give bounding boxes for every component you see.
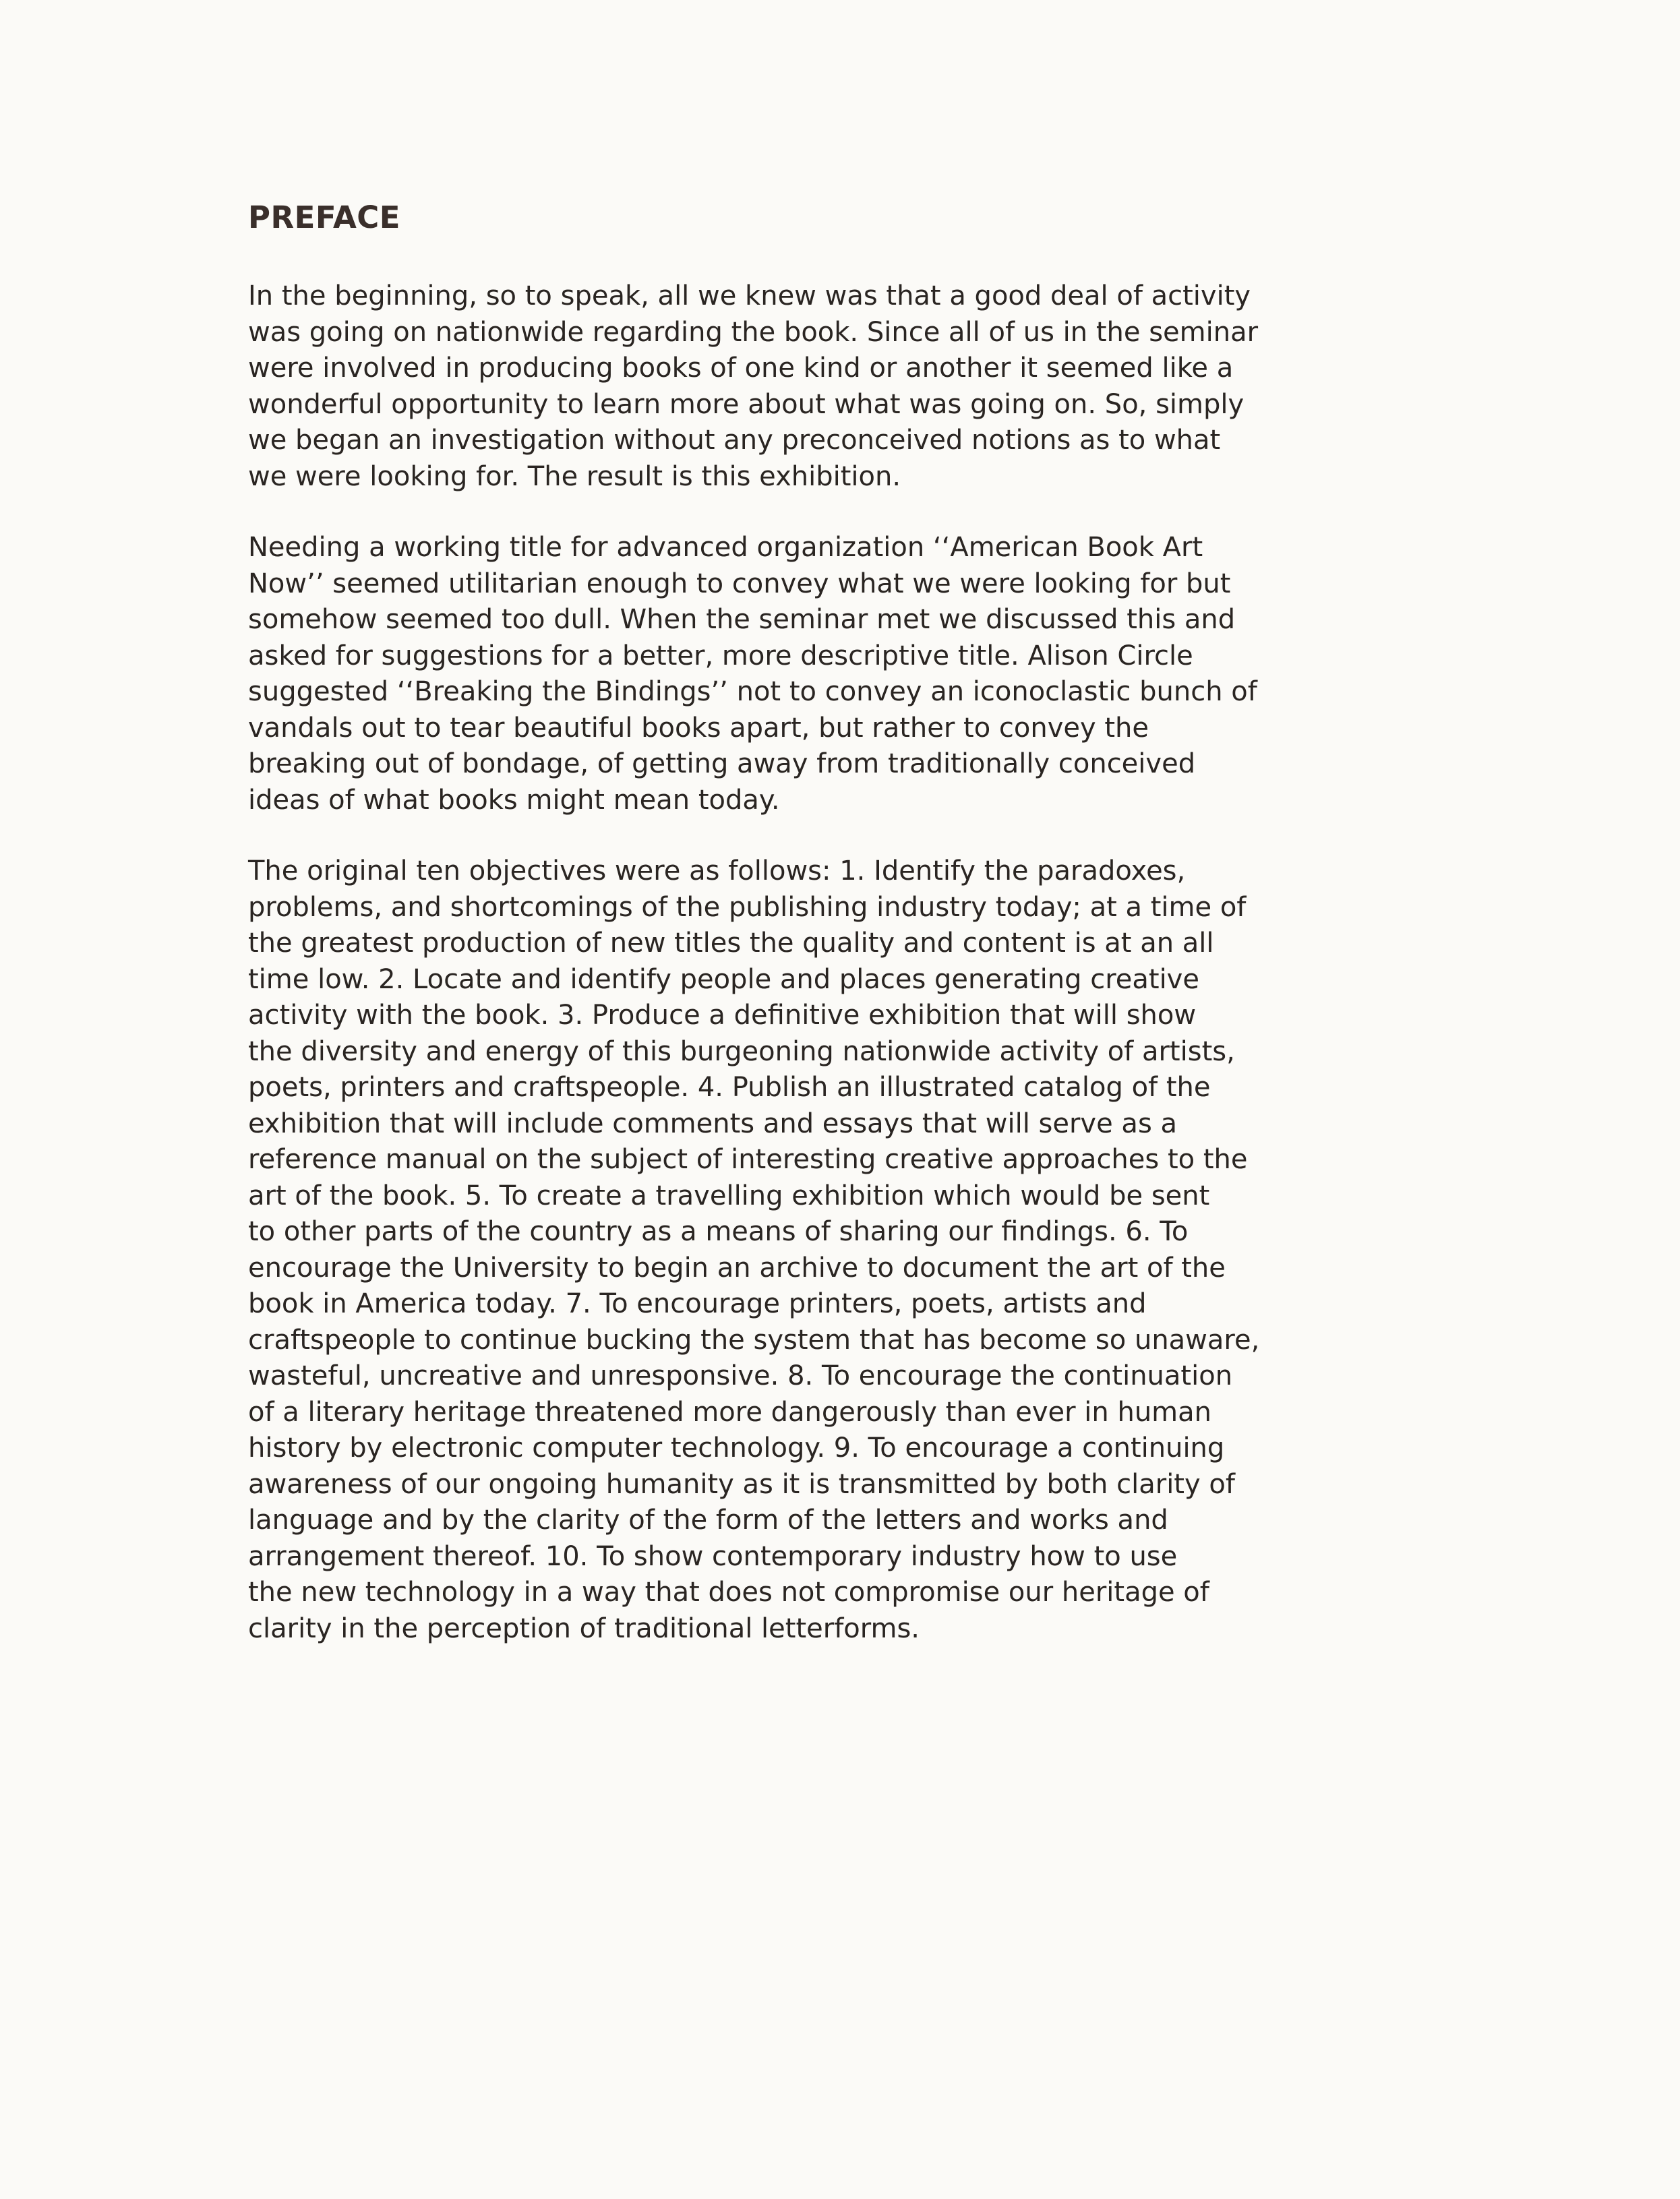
text-line: the diversity and energy of this burgeoning nationwide activity of artists, <box>248 1035 1235 1067</box>
paragraph <box>248 530 1273 818</box>
document-page <box>248 202 1273 1682</box>
text-line: craftspeople to continue bucking the system that has become so unaware, <box>248 1324 1260 1356</box>
text-line: clarity in the perception of traditional letterforms. <box>248 1613 920 1644</box>
text-line: reference manual on the subject of interesting creative approaches to the <box>248 1144 1248 1175</box>
text-line: somehow seemed too dull. When the seminar met we discussed this and <box>248 604 1236 635</box>
text-line: Needing a working title for advanced organization ‘‘American Book Art <box>248 532 1203 563</box>
text-line: art of the book. 5. To create a travelling exhibition which would be sent <box>248 1180 1210 1211</box>
paragraph <box>248 853 1273 1647</box>
text-line: of a literary heritage threatened more dangerously than ever in human <box>248 1396 1212 1428</box>
text-line: problems, and shortcomings of the publishing industry today; at a time of <box>248 891 1247 923</box>
text-line: time low. 2. Locate and identify people and places generating creative <box>248 963 1199 995</box>
text-line: language and by the clarity of the form of the letters and works and <box>248 1505 1168 1536</box>
text-line: wonderful opportunity to learn more about what was going on. So, simply <box>248 388 1244 420</box>
body-text <box>248 278 1273 1647</box>
text-line: The original ten objectives were as follows: 1. Identify the paradoxes, <box>248 855 1186 886</box>
text-line: In the beginning, so to speak, all we knew was that a good deal of activity <box>248 280 1251 311</box>
text-line: asked for suggestions for a better, more descriptive title. Alison Circle <box>248 640 1193 671</box>
text-line: vandals out to tear beautiful books apart, but rather to convey the <box>248 712 1149 744</box>
text-line: ideas of what books might mean today. <box>248 784 780 816</box>
text-line: the greatest production of new titles the quality and content is at an all <box>248 928 1214 959</box>
text-line: breaking out of bondage, of getting away from traditionally conceived <box>248 748 1196 779</box>
paragraph <box>248 278 1273 495</box>
text-line: to other parts of the country as a means of sharing our findings. 6. To <box>248 1216 1189 1247</box>
text-line: encourage the University to begin an archive to document the art of the <box>248 1252 1226 1284</box>
text-line: we were looking for. The result is this exhibition. <box>248 460 901 492</box>
text-line: the new technology in a way that does not compromise our heritage of <box>248 1577 1209 1608</box>
text-line: history by electronic computer technology. 9. To encourage a continuing <box>248 1433 1225 1464</box>
text-line: activity with the book. 3. Produce a definitive exhibition that will show <box>248 1000 1197 1031</box>
text-line: arrangement thereof. 10. To show contemporary industry how to use <box>248 1540 1178 1572</box>
text-line: we began an investigation without any preconceived notions as to what <box>248 425 1221 456</box>
text-line: poets, printers and craftspeople. 4. Publish an illustrated catalog of the <box>248 1072 1211 1103</box>
text-line: Now’’ seemed utilitarian enough to convey what we were looking for but <box>248 568 1231 599</box>
text-line: exhibition that will include comments and essays that will serve as a <box>248 1108 1178 1139</box>
text-line: were involved in producing books of one kind or another it seemed like a <box>248 353 1234 384</box>
text-line: awareness of our ongoing humanity as it is transmitted by both clarity of <box>248 1468 1235 1500</box>
text-line: suggested ‘‘Breaking the Bindings’’ not to convey an iconoclastic bunch of <box>248 676 1257 707</box>
text-line: was going on nationwide regarding the book. Since all of us in the seminar <box>248 316 1259 348</box>
text-line: wasteful, uncreative and unresponsive. 8. To encourage the continuation <box>248 1360 1233 1391</box>
page-title: PREFACE <box>248 200 401 235</box>
text-line: book in America today. 7. To encourage printers, poets, artists and <box>248 1288 1147 1319</box>
